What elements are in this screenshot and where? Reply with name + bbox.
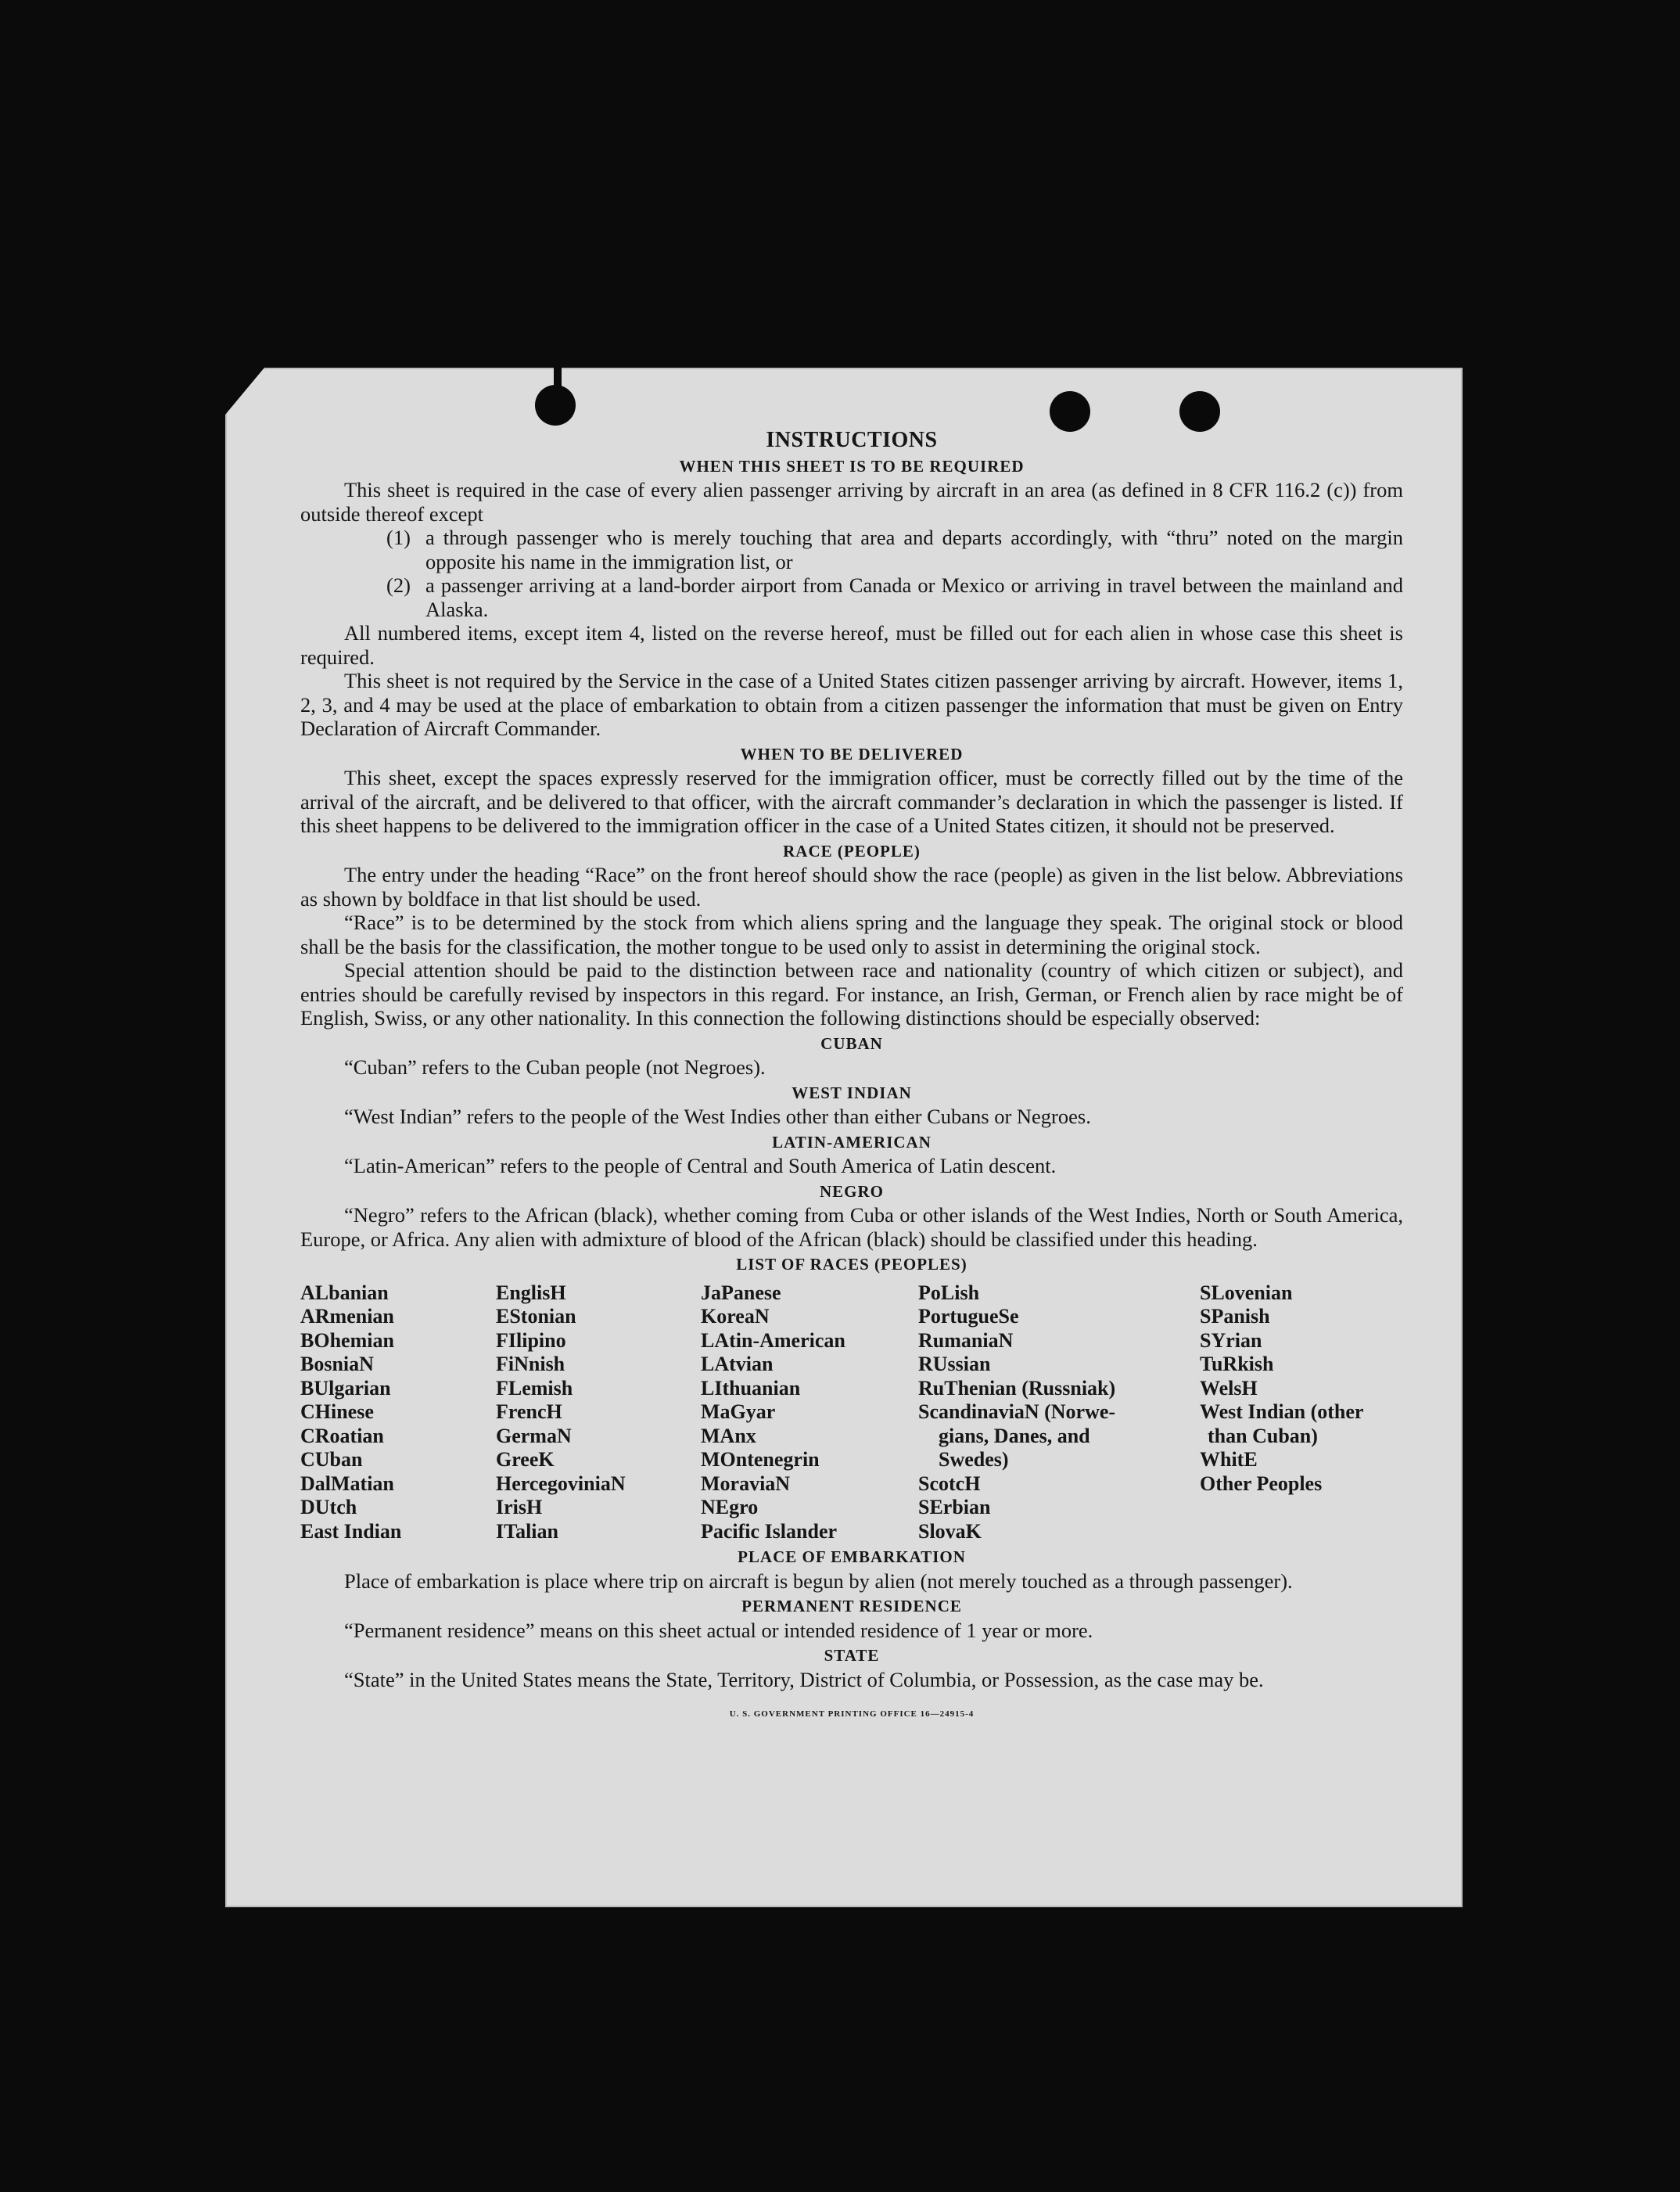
paragraph: All numbered items, except item 4, listed on the reverse hereof, must be filled out for each alien in whose case this sheet is required. xyxy=(300,621,1403,669)
race-entry: FiNnish xyxy=(496,1353,565,1375)
race-entry: JaPanese xyxy=(701,1281,781,1304)
race-entry: ScotcH xyxy=(918,1472,981,1495)
race-entry: RUssian xyxy=(918,1353,991,1375)
paragraph: “Latin-American” refers to the people of Central and South America of Latin descent. xyxy=(344,1154,1057,1177)
race-entry: MaGyar xyxy=(701,1400,776,1423)
section-heading: WHEN TO BE DELIVERED xyxy=(740,744,964,764)
race-entry: LAtvian xyxy=(701,1353,774,1375)
paragraph: “Race” is to be determined by the stock from which aliens spring and the language they speak. The original stock or blood shall be the basis for the classification, the mother tongue to be used only to assist in determining the original stock. xyxy=(300,911,1403,958)
race-entry: Other Peoples xyxy=(1200,1472,1323,1495)
section-heading: PERMANENT RESIDENCE xyxy=(741,1597,962,1615)
paragraph: “State” in the United States means the State, Territory, District of Columbia, or Possession, as the case may be. xyxy=(344,1667,1264,1691)
punch-hole xyxy=(1179,391,1220,432)
race-entry: DUtch xyxy=(300,1496,357,1518)
race-entry: SErbian xyxy=(918,1496,991,1518)
race-entry: FrencH xyxy=(496,1400,562,1423)
instructions-content xyxy=(300,429,1403,1727)
race-entry: ITalian xyxy=(496,1519,558,1543)
race-entry: SlovaK xyxy=(918,1519,982,1543)
race-entry: MAnx xyxy=(701,1424,756,1447)
item-number: (1) xyxy=(386,526,411,549)
printing-office-footer: U. S. GOVERNMENT PRINTING OFFICE 16—24915-4 xyxy=(729,1709,975,1719)
folded-corner xyxy=(225,368,264,415)
paragraph: “West Indian” refers to the people of the West Indies other than either Cubans or Negroes. xyxy=(344,1105,1091,1128)
section-heading: WEST INDIAN xyxy=(792,1083,912,1102)
document-sheet xyxy=(225,368,1463,1907)
race-entry: LIthuanian xyxy=(701,1376,801,1400)
section-heading: NEGRO xyxy=(819,1181,884,1201)
race-entry: Pacific Islander xyxy=(701,1519,838,1543)
race-entry: TuRkish xyxy=(1200,1353,1274,1375)
race-entry: WhitE xyxy=(1200,1448,1258,1471)
race-entry: Swedes) xyxy=(939,1448,1009,1471)
race-entry: CRoatian xyxy=(300,1424,384,1447)
race-entry: West Indian (other xyxy=(1200,1400,1364,1423)
punch-hole xyxy=(1050,391,1090,432)
paragraph: This sheet, except the spaces expressly reserved for the immigration officer, must be correctly filled out by the time of the arrival of the aircraft, and be delivered to that officer, with the aircraft commander’s declaration in which the passenger is listed. If this sheet happens to be delivered to the immigration officer in the case of a United States citizen, it should not be preserved. xyxy=(300,766,1403,837)
race-entry: HercegoviniaN xyxy=(496,1472,626,1495)
race-entry: FLemish xyxy=(496,1376,573,1400)
race-entry: than Cuban) xyxy=(1208,1424,1318,1447)
race-entry: LAtin-American xyxy=(701,1328,845,1352)
item-text: a passenger arriving at a land-border airport from Canada or Mexico or arriving in travel between the mainland and Alaska. xyxy=(425,573,1403,621)
race-entry: FIlipino xyxy=(496,1328,566,1352)
race-entry: MoraviaN xyxy=(701,1472,791,1495)
paragraph: Place of embarkation is place where trip on aircraft is begun by alien (not merely touched as a through passenger). xyxy=(344,1569,1293,1593)
race-list xyxy=(300,1281,1403,1544)
race-entry: EnglisH xyxy=(496,1281,566,1304)
paragraph: “Cuban” refers to the Cuban people (not Negroes). xyxy=(344,1055,766,1079)
section-heading: WHEN THIS SHEET IS TO BE REQUIRED xyxy=(679,456,1025,476)
race-entry: MOntenegrin xyxy=(701,1448,820,1471)
race-column xyxy=(1200,1281,1403,1544)
race-entry: GreeK xyxy=(496,1448,555,1471)
section-heading: LATIN-AMERICAN xyxy=(772,1132,932,1152)
list-item xyxy=(386,526,1403,573)
paragraph: This sheet is not required by the Service in the case of a United States citizen passenger arriving by aircraft. However, items 1, 2, 3, and 4 may be used at the place of embarkation to obtain from a citizen passenger the information that must be given on Entry Declaration of Aircraft Commander. xyxy=(300,669,1403,740)
paragraph: The entry under the heading “Race” on the front hereof should show the race (people) as given in the list below. Abbreviations as shown by boldface in that list should be used. xyxy=(300,863,1403,911)
race-column xyxy=(300,1281,496,1544)
staple-mark xyxy=(554,361,562,393)
race-entry: ScandinaviaN (Norwe- xyxy=(918,1400,1116,1423)
page-title: INSTRUCTIONS xyxy=(766,428,938,452)
race-entry: KoreaN xyxy=(701,1305,770,1328)
race-entry: WelsH xyxy=(1200,1376,1258,1400)
section-heading: LIST OF RACES (PEOPLES) xyxy=(736,1255,967,1274)
race-entry: IrisH xyxy=(496,1496,543,1518)
race-entry: SLovenian xyxy=(1200,1281,1293,1304)
item-number: (2) xyxy=(386,573,411,597)
race-entry: CUban xyxy=(300,1448,363,1471)
list-item xyxy=(386,573,1403,621)
race-entry: SPanish xyxy=(1200,1305,1270,1328)
race-entry: ALbanian xyxy=(300,1281,389,1304)
race-entry: CHinese xyxy=(300,1400,374,1423)
paragraph: “Permanent residence” means on this sheet actual or intended residence of 1 year or more. xyxy=(344,1618,1093,1642)
race-entry: PoLish xyxy=(918,1281,980,1304)
race-entry: RuThenian (Russniak) xyxy=(918,1376,1116,1400)
race-entry: BosniaN xyxy=(300,1353,374,1375)
race-entry: GermaN xyxy=(496,1424,572,1447)
paragraph: This sheet is required in the case of every alien passenger arriving by aircraft in an area (as defined in 8 CFR 116.2 (c)) from outside thereof except xyxy=(300,478,1403,526)
race-entry: BOhemian xyxy=(300,1328,394,1352)
race-column xyxy=(701,1281,918,1544)
paragraph: “Negro” refers to the African (black), whether coming from Cuba or other islands of the West Indies, North or South America, Europe, or Africa. Any alien with admixture of blood of the African (black) should be classified under this heading. xyxy=(300,1203,1403,1251)
section-heading: CUBAN xyxy=(820,1033,883,1053)
race-entry: EStonian xyxy=(496,1305,576,1328)
section-heading: PLACE OF EMBARKATION xyxy=(738,1547,966,1566)
race-entry: SYrian xyxy=(1200,1328,1262,1352)
paragraph: Special attention should be paid to the distinction between race and nationality (country of which citizen or subject), and entries should be carefully revised by inspectors in this regard. For instance, an Irish, German, or French alien by race might be of English, Swiss, or any other nationality. In this connection the following distinctions should be especially observed: xyxy=(300,958,1403,1030)
race-entry: RumaniaN xyxy=(918,1328,1014,1352)
race-column xyxy=(496,1281,701,1544)
race-entry: DalMatian xyxy=(300,1472,394,1495)
race-entry: gians, Danes, and xyxy=(939,1424,1090,1447)
section-heading: STATE xyxy=(824,1646,880,1665)
race-entry: PortugueSe xyxy=(918,1305,1019,1328)
race-entry: ARmenian xyxy=(300,1305,394,1328)
race-entry: East Indian xyxy=(300,1519,402,1543)
item-text: a through passenger who is merely touching that area and departs accordingly, with “thru” noted on the margin opposite his name in the immigration list, or xyxy=(425,526,1403,573)
race-entry: NEgro xyxy=(701,1496,759,1518)
race-entry: BUlgarian xyxy=(300,1376,391,1400)
race-column xyxy=(918,1281,1200,1544)
section-heading: RACE (PEOPLE) xyxy=(783,841,921,861)
